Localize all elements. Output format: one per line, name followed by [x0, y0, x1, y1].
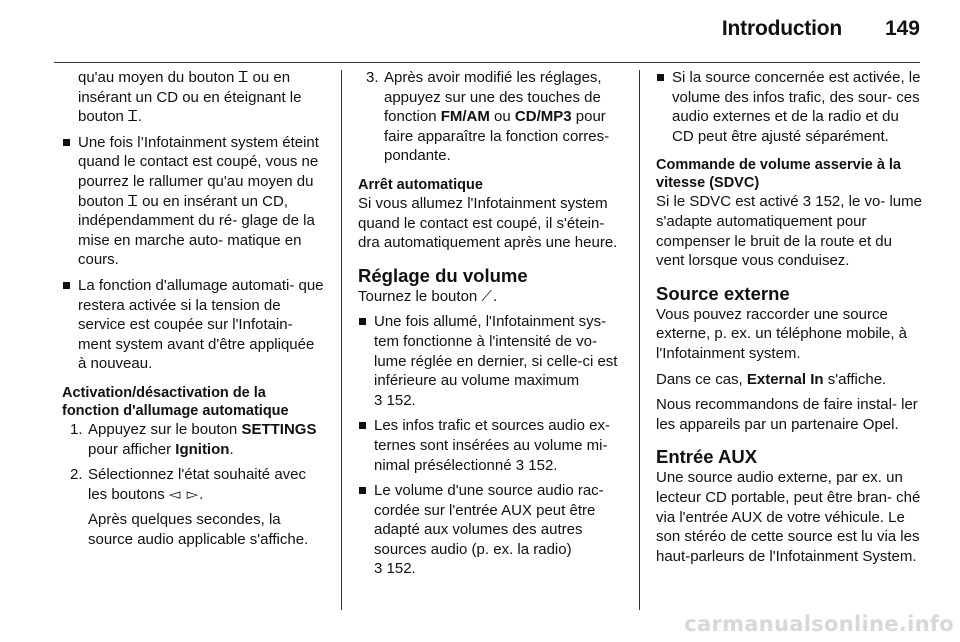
list-item	[358, 481, 622, 579]
section-heading-sdvc: Commande de volume asservie à la vitesse (SDVC)	[656, 157, 901, 192]
column-3	[656, 68, 922, 612]
paragraph-aux: Une source audio externe, par ex. un lecteur CD portable, peut être bran- ché via l'entrée AUX de votre véhicule. Le son stéréo de cette source est lu via les haut-parleurs de l'Infotainment System.	[656, 469, 921, 565]
list-item-text: Si la source concernée est activée, le volume des infos trafic, des sour- ces audio externes et de la radio et du CD peut être ajusté séparément.	[672, 69, 921, 145]
column-divider-2	[639, 70, 640, 610]
paragraph-external-3: Nous recommandons de faire instal- ler les appareils par un partenaire Opel.	[656, 396, 918, 433]
header-title: Introduction	[721, 17, 842, 40]
list-item	[358, 312, 622, 410]
paragraph-sdvc	[656, 192, 922, 270]
bullet-square-icon	[657, 74, 664, 81]
settings-button-label: SETTINGS	[241, 420, 317, 438]
page-number: 149	[884, 17, 920, 40]
ignition-label: Ignition	[175, 440, 230, 458]
column-1	[62, 68, 324, 612]
step-1	[62, 420, 324, 459]
step-text: pour afficher	[88, 440, 176, 458]
step-text: ou	[489, 108, 515, 126]
list-item-text: La fonction d'allumage automati- que restera activée si la tension de service est coupée sur l'Infotain- ment system avant d'être appliquée à nouveau.	[78, 276, 324, 373]
page-header	[0, 0, 960, 62]
page-reference[interactable]: 3 152.	[515, 456, 558, 474]
section-heading-external: Source externe	[656, 282, 790, 304]
section-heading-arret: Arrêt automatique	[358, 176, 483, 193]
paragraph-text: , le vo- lume s'adapte automatiquement pour compenser le bruit de la route et du vent lorsque vous conduisez.	[656, 193, 922, 270]
bullet-square-icon	[63, 282, 70, 289]
paragraph-arret: Si vous allumez l'Infotainment system quand le contact est coupé, il s'étein- dra automatiquement après une heure.	[358, 194, 618, 252]
step-number: 1.	[70, 420, 83, 438]
bullet-square-icon	[359, 422, 366, 429]
column-2	[358, 68, 622, 612]
list-item-text: Une fois l’Infotainment system éteint quand le contact est coupé, vous ne pourrez le rallumer qu'au moyen du bouton Ꮖ ou en insérant un CD, indépendamment du ré- glage de la mise en marche auto- matique en cours.	[78, 133, 319, 269]
list-item	[62, 133, 324, 270]
step-text: Appuyez sur le bouton	[88, 420, 242, 438]
page-reference[interactable]: 3 152	[802, 193, 841, 211]
list-item-text: Le volume d'une source audio rac- cordée sur l'entrée AUX peut être adapté aux volumes des autres sources audio (p. ex. la radio)	[374, 482, 604, 558]
step-text: Après avoir modifié les réglages, appuyez sur une des touches de fonction	[384, 69, 602, 126]
paragraph-volume	[358, 287, 622, 307]
list-item	[62, 276, 324, 374]
list-item	[656, 68, 922, 146]
step-text: Sélectionnez l'état souhaité avec les boutons	[88, 466, 307, 503]
section-heading-activation: Activation/désactivation de la fonction d'allumage automatique	[62, 384, 289, 419]
list-item-text: Les infos trafic et sources audio ex- ternes sont insérées au volume mi- nimal présélectionné	[374, 417, 610, 474]
step-text: pour faire apparaître la fonction corres- pondante.	[384, 108, 610, 165]
paragraph-external-1: Vous pouvez raccorder une source externe, p. ex. un téléphone mobile, à l'Infotainment system.	[656, 305, 908, 362]
step-2-note: Après quelques secondes, la source audio applicable s'affiche.	[88, 511, 309, 548]
step-3	[358, 68, 622, 166]
header-rule	[54, 62, 920, 63]
arrow-buttons-icon: ◅ ▻	[168, 485, 200, 503]
volume-knob-icon: ⟋	[481, 287, 493, 305]
fm-am-label: FM/AM	[440, 108, 490, 126]
step-text: .	[199, 485, 204, 503]
watermark: carmanualsonline.info	[684, 612, 954, 636]
bullet-square-icon	[63, 139, 70, 146]
list-item-text: Une fois allumé, l'Infotainment sys- tem fonctionne à l'intensité de vo- lume réglée en dernier, si celle-ci est inférieure au volume maximum	[374, 313, 618, 390]
bullet-square-icon	[359, 487, 366, 494]
section-heading-aux: Entrée AUX	[656, 446, 758, 468]
paragraph-text: Tournez le bouton	[358, 287, 482, 305]
page-reference[interactable]: 3 152.	[374, 560, 416, 578]
external-in-label: External In	[746, 370, 824, 388]
page-reference[interactable]: 3 152.	[374, 391, 416, 409]
step-2	[62, 465, 324, 504]
paragraph-external-2	[656, 370, 922, 390]
paragraph-text: Si le SDVC est activé	[656, 193, 799, 211]
paragraph-text: .	[492, 287, 498, 305]
step-number: 3.	[366, 69, 379, 86]
column-divider-1	[341, 70, 342, 610]
step-text: .	[229, 440, 234, 458]
bullet-square-icon	[359, 318, 366, 325]
step-number: 2.	[70, 466, 83, 484]
cd-mp3-label: CD/MP3	[514, 108, 572, 126]
list-item	[358, 416, 622, 475]
paragraph-continuation: qu'au moyen du bouton Ꮖ ou en insérant un CD ou en éteignant le bouton Ꮖ.	[78, 69, 302, 126]
paragraph-text: Dans ce cas,	[656, 370, 747, 388]
paragraph-text: s'affiche.	[823, 370, 887, 388]
section-heading-volume: Réglage du volume	[358, 264, 528, 286]
